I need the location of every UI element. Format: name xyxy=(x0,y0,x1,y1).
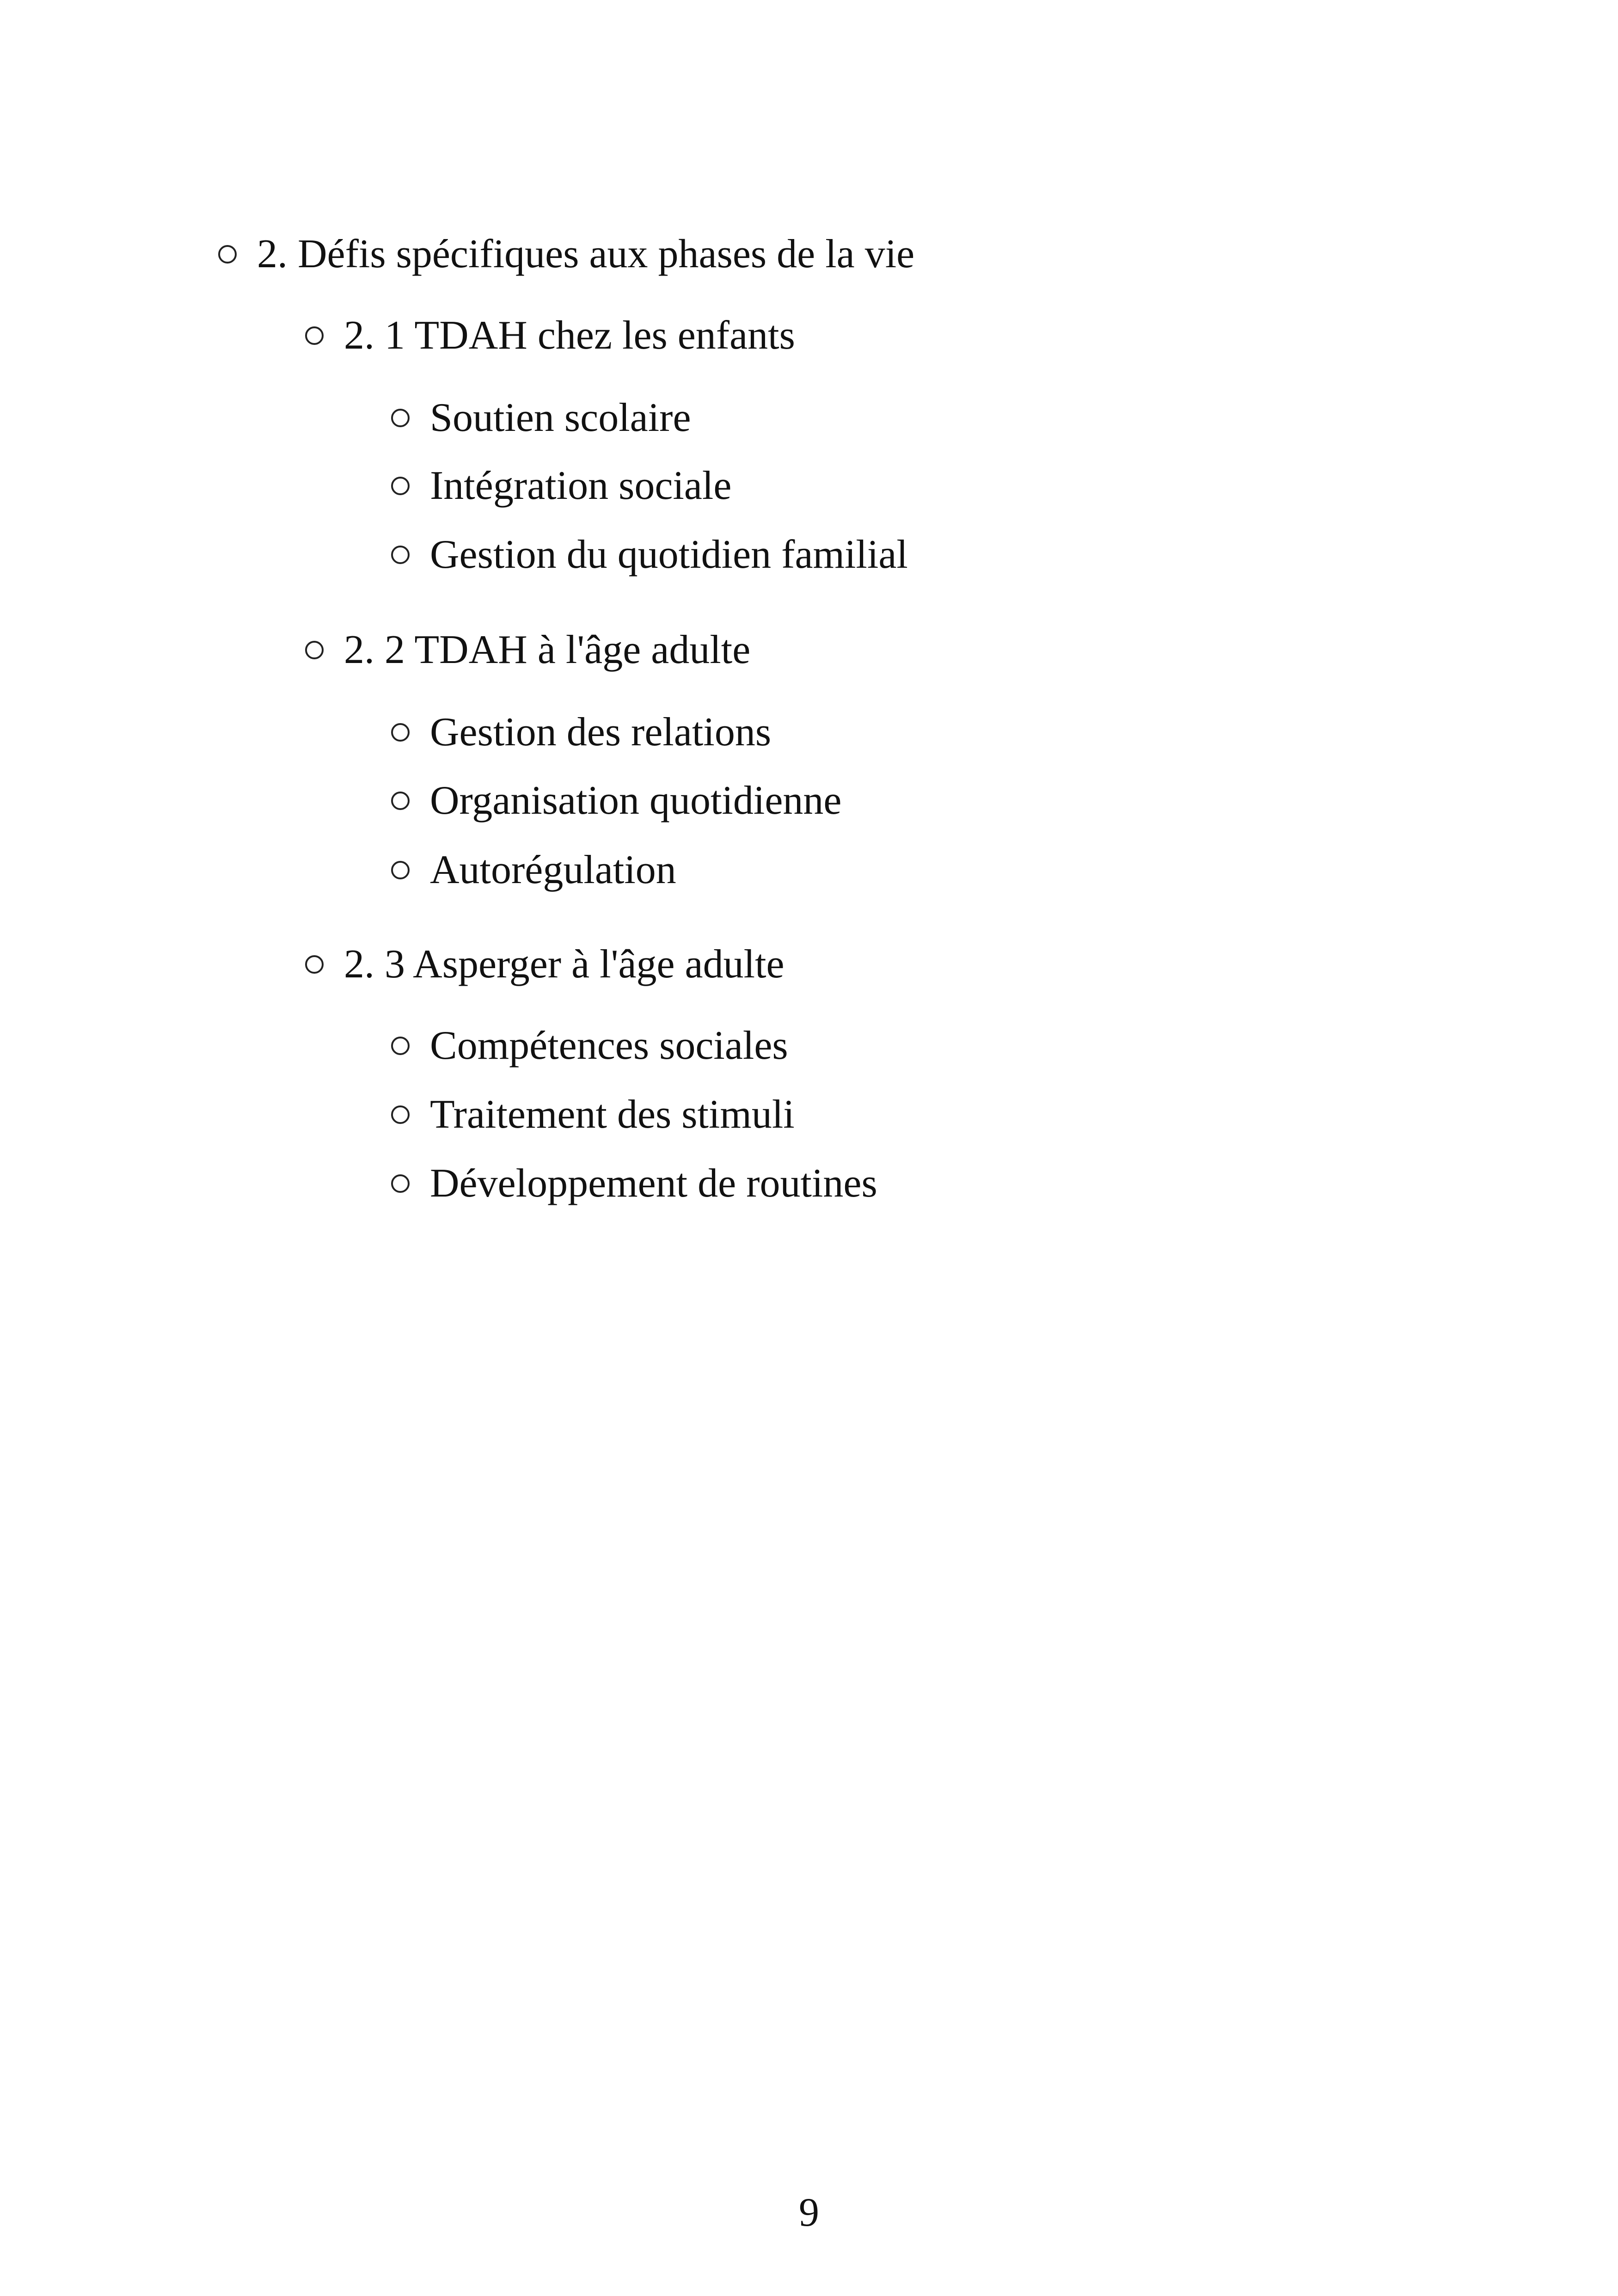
item-label: Traitement des stimuli xyxy=(430,1092,795,1137)
outline-subsection xyxy=(305,315,795,356)
outline-section xyxy=(218,234,914,275)
hollow-circle-bullet-icon xyxy=(391,861,410,879)
hollow-circle-bullet-icon xyxy=(305,641,324,659)
item-label: Autorégulation xyxy=(430,847,676,892)
item-label: Gestion des relations xyxy=(430,710,772,755)
hollow-circle-bullet-icon xyxy=(391,1174,410,1193)
hollow-circle-bullet-icon xyxy=(391,477,410,495)
hollow-circle-bullet-icon xyxy=(305,326,324,345)
section-title: 2. Défis spécifiques aux phases de la vie xyxy=(257,232,915,276)
subsection-title: 2. 3 Asperger à l'âge adulte xyxy=(344,942,784,987)
item-label: Intégration sociale xyxy=(430,463,732,508)
outline-item xyxy=(391,395,691,440)
subsection-title: 2. 1 TDAH chez les enfants xyxy=(344,313,795,358)
outline-subsection xyxy=(305,627,751,672)
outline-item xyxy=(391,847,676,892)
hollow-circle-bullet-icon xyxy=(391,1037,410,1055)
hollow-circle-bullet-icon xyxy=(391,409,410,427)
hollow-circle-bullet-icon xyxy=(391,546,410,564)
outline-item xyxy=(391,534,908,575)
hollow-circle-bullet-icon xyxy=(305,955,324,974)
item-label: Compétences sociales xyxy=(430,1023,788,1068)
page-number: 9 xyxy=(799,2190,819,2235)
subsection-title: 2. 2 TDAH à l'âge adulte xyxy=(344,627,751,672)
hollow-circle-bullet-icon xyxy=(391,792,410,810)
item-label: Soutien scolaire xyxy=(430,395,691,440)
hollow-circle-bullet-icon xyxy=(218,245,237,264)
item-label: Organisation quotidienne xyxy=(430,778,842,823)
item-label: Développement de routines xyxy=(430,1161,877,1206)
outline-item xyxy=(391,1094,795,1135)
outline-item xyxy=(391,1163,877,1204)
outline-item xyxy=(391,463,732,508)
outline-item xyxy=(391,780,841,821)
outline-subsection xyxy=(305,944,784,985)
item-label: Gestion du quotidien familial xyxy=(430,532,908,577)
hollow-circle-bullet-icon xyxy=(391,1105,410,1124)
outline-item xyxy=(391,712,771,753)
outline-item xyxy=(391,1025,788,1066)
hollow-circle-bullet-icon xyxy=(391,723,410,742)
